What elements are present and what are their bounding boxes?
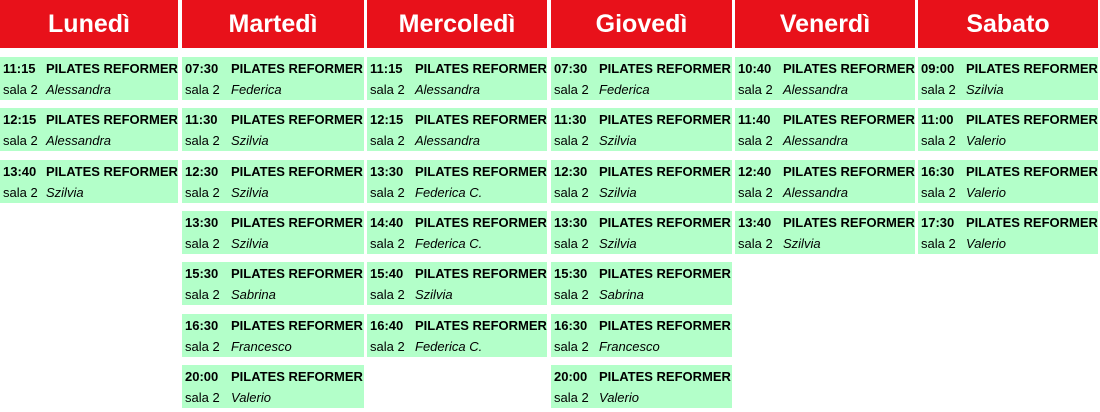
class-card[interactable]	[182, 108, 364, 151]
class-time: 09:00	[921, 61, 955, 76]
class-time: 16:40	[370, 318, 404, 333]
class-title: PILATES REFORMER	[415, 215, 547, 230]
class-room: sala 2	[554, 287, 589, 302]
class-instructor: Sabrina	[599, 287, 644, 302]
class-instructor: Szilvia	[599, 185, 637, 200]
class-room: sala 2	[554, 82, 589, 97]
class-instructor: Alessandra	[783, 133, 849, 148]
day-header: Sabato	[918, 0, 1098, 48]
class-title: PILATES REFORMER	[599, 112, 731, 127]
class-instructor: Alessandra	[46, 133, 112, 148]
class-instructor: Valerio	[966, 185, 1006, 200]
class-room: sala 2	[185, 287, 220, 302]
class-room: sala 2	[3, 133, 38, 148]
class-room: sala 2	[554, 236, 589, 251]
class-card[interactable]	[551, 57, 732, 100]
class-room: sala 2	[921, 82, 956, 97]
class-title: PILATES REFORMER	[783, 61, 915, 76]
class-instructor: Federica	[599, 82, 650, 97]
class-card[interactable]	[182, 57, 364, 100]
class-time: 16:30	[185, 318, 219, 333]
class-instructor: Szilvia	[231, 185, 269, 200]
class-title: PILATES REFORMER	[599, 215, 731, 230]
class-card[interactable]	[182, 262, 364, 305]
class-time: 12:30	[554, 164, 588, 179]
day-header: Lunedì	[0, 0, 178, 48]
class-card[interactable]	[551, 160, 732, 203]
class-time: 16:30	[921, 164, 955, 179]
class-room: sala 2	[738, 185, 773, 200]
day-header: Martedì	[182, 0, 364, 48]
class-time: 11:00	[921, 112, 954, 127]
class-room: sala 2	[185, 185, 220, 200]
class-time: 20:00	[554, 369, 588, 384]
day-header: Giovedì	[551, 0, 732, 48]
class-card[interactable]	[367, 160, 547, 203]
class-instructor: Valerio	[966, 133, 1006, 148]
class-room: sala 2	[554, 133, 589, 148]
class-room: sala 2	[185, 82, 220, 97]
class-card[interactable]	[367, 262, 547, 305]
class-room: sala 2	[185, 390, 220, 405]
class-title: PILATES REFORMER	[783, 112, 915, 127]
class-card[interactable]	[551, 262, 732, 305]
class-card[interactable]	[367, 108, 547, 151]
class-time: 15:40	[370, 266, 404, 281]
class-card[interactable]	[918, 57, 1098, 100]
class-room: sala 2	[554, 390, 589, 405]
class-title: PILATES REFORMER	[231, 61, 363, 76]
class-title: PILATES REFORMER	[415, 61, 547, 76]
class-title: PILATES REFORMER	[231, 318, 363, 333]
class-instructor: Szilvia	[599, 133, 637, 148]
class-instructor: Alessandra	[783, 82, 849, 97]
class-title: PILATES REFORMER	[599, 164, 731, 179]
class-card[interactable]	[735, 108, 915, 151]
class-time: 12:30	[185, 164, 219, 179]
class-instructor: Federica	[231, 82, 282, 97]
class-instructor: Federica C.	[415, 339, 483, 354]
class-card[interactable]	[551, 211, 732, 254]
class-instructor: Szilvia	[966, 82, 1004, 97]
class-card[interactable]	[551, 314, 732, 357]
class-instructor: Francesco	[599, 339, 660, 354]
class-card[interactable]	[735, 211, 915, 254]
class-instructor: Federica C.	[415, 236, 483, 251]
class-card[interactable]	[918, 160, 1098, 203]
day-column	[367, 0, 547, 354]
class-instructor: Szilvia	[46, 185, 84, 200]
class-room: sala 2	[185, 339, 220, 354]
class-room: sala 2	[370, 185, 405, 200]
class-room: sala 2	[370, 236, 405, 251]
day-header: Venerdì	[735, 0, 915, 48]
class-room: sala 2	[738, 236, 773, 251]
class-title: PILATES REFORMER	[783, 164, 915, 179]
class-card[interactable]	[367, 211, 547, 254]
class-instructor: Szilvia	[231, 133, 269, 148]
class-title: PILATES REFORMER	[46, 164, 178, 179]
class-instructor: Federica C.	[415, 185, 483, 200]
class-title: PILATES REFORMER	[966, 164, 1098, 179]
class-room: sala 2	[3, 185, 38, 200]
class-time: 10:40	[738, 61, 772, 76]
class-instructor: Valerio	[231, 390, 271, 405]
class-card[interactable]	[367, 314, 547, 357]
class-title: PILATES REFORMER	[966, 61, 1098, 76]
class-room: sala 2	[921, 185, 956, 200]
class-time: 12:15	[3, 112, 37, 127]
class-time: 12:15	[370, 112, 404, 127]
class-card[interactable]	[735, 57, 915, 100]
class-instructor: Alessandra	[415, 82, 481, 97]
class-time: 13:30	[185, 215, 219, 230]
class-title: PILATES REFORMER	[415, 112, 547, 127]
class-title: PILATES REFORMER	[599, 318, 731, 333]
class-time: 11:40	[738, 112, 771, 127]
class-title: PILATES REFORMER	[46, 112, 178, 127]
class-time: 13:30	[554, 215, 588, 230]
class-room: sala 2	[921, 133, 956, 148]
class-instructor: Szilvia	[783, 236, 821, 251]
class-title: PILATES REFORMER	[46, 61, 178, 76]
class-time: 15:30	[185, 266, 219, 281]
class-time: 13:40	[738, 215, 772, 230]
class-instructor: Alessandra	[415, 133, 481, 148]
class-card[interactable]	[918, 108, 1098, 151]
class-time: 11:15	[370, 61, 403, 76]
class-room: sala 2	[185, 236, 220, 251]
day-column	[551, 0, 732, 405]
class-instructor: Alessandra	[783, 185, 849, 200]
class-card[interactable]	[551, 108, 732, 151]
class-room: sala 2	[554, 185, 589, 200]
class-instructor: Valerio	[966, 236, 1006, 251]
class-title: PILATES REFORMER	[231, 266, 363, 281]
class-card[interactable]	[551, 365, 732, 408]
class-title: PILATES REFORMER	[415, 164, 547, 179]
class-title: PILATES REFORMER	[231, 215, 363, 230]
class-room: sala 2	[370, 82, 405, 97]
class-time: 11:15	[3, 61, 36, 76]
class-time: 17:30	[921, 215, 955, 230]
class-instructor: Sabrina	[231, 287, 276, 302]
class-time: 11:30	[185, 112, 218, 127]
class-time: 13:40	[3, 164, 37, 179]
class-room: sala 2	[738, 82, 773, 97]
class-time: 14:40	[370, 215, 404, 230]
class-time: 15:30	[554, 266, 588, 281]
class-room: sala 2	[185, 133, 220, 148]
class-card[interactable]	[0, 160, 178, 203]
class-title: PILATES REFORMER	[415, 266, 547, 281]
class-card[interactable]	[918, 211, 1098, 254]
class-card[interactable]	[367, 57, 547, 100]
class-room: sala 2	[370, 287, 405, 302]
class-instructor: Szilvia	[415, 287, 453, 302]
class-instructor: Francesco	[231, 339, 292, 354]
class-instructor: Alessandra	[46, 82, 112, 97]
class-card[interactable]	[182, 160, 364, 203]
class-title: PILATES REFORMER	[599, 61, 731, 76]
day-column	[182, 0, 364, 405]
class-time: 07:30	[554, 61, 588, 76]
class-title: PILATES REFORMER	[599, 369, 731, 384]
class-instructor: Szilvia	[599, 236, 637, 251]
class-time: 12:40	[738, 164, 772, 179]
class-title: PILATES REFORMER	[599, 266, 731, 281]
class-room: sala 2	[921, 236, 956, 251]
class-time: 13:30	[370, 164, 404, 179]
class-title: PILATES REFORMER	[231, 369, 363, 384]
class-room: sala 2	[370, 133, 405, 148]
class-instructor: Szilvia	[231, 236, 269, 251]
class-time: 16:30	[554, 318, 588, 333]
class-time: 11:30	[554, 112, 587, 127]
class-room: sala 2	[554, 339, 589, 354]
class-title: PILATES REFORMER	[415, 318, 547, 333]
class-title: PILATES REFORMER	[966, 215, 1098, 230]
class-card[interactable]	[182, 314, 364, 357]
class-title: PILATES REFORMER	[231, 112, 363, 127]
class-card[interactable]	[182, 365, 364, 408]
class-room: sala 2	[3, 82, 38, 97]
class-card[interactable]	[735, 160, 915, 203]
class-time: 07:30	[185, 61, 219, 76]
day-column	[0, 0, 178, 200]
class-card[interactable]	[182, 211, 364, 254]
day-column	[735, 0, 915, 251]
class-title: PILATES REFORMER	[783, 215, 915, 230]
class-room: sala 2	[370, 339, 405, 354]
class-card[interactable]	[0, 57, 178, 100]
class-room: sala 2	[738, 133, 773, 148]
class-title: PILATES REFORMER	[231, 164, 363, 179]
day-column	[918, 0, 1098, 251]
day-header: Mercoledì	[367, 0, 547, 48]
class-title: PILATES REFORMER	[966, 112, 1098, 127]
class-time: 20:00	[185, 369, 219, 384]
class-instructor: Valerio	[599, 390, 639, 405]
class-card[interactable]	[0, 108, 178, 151]
